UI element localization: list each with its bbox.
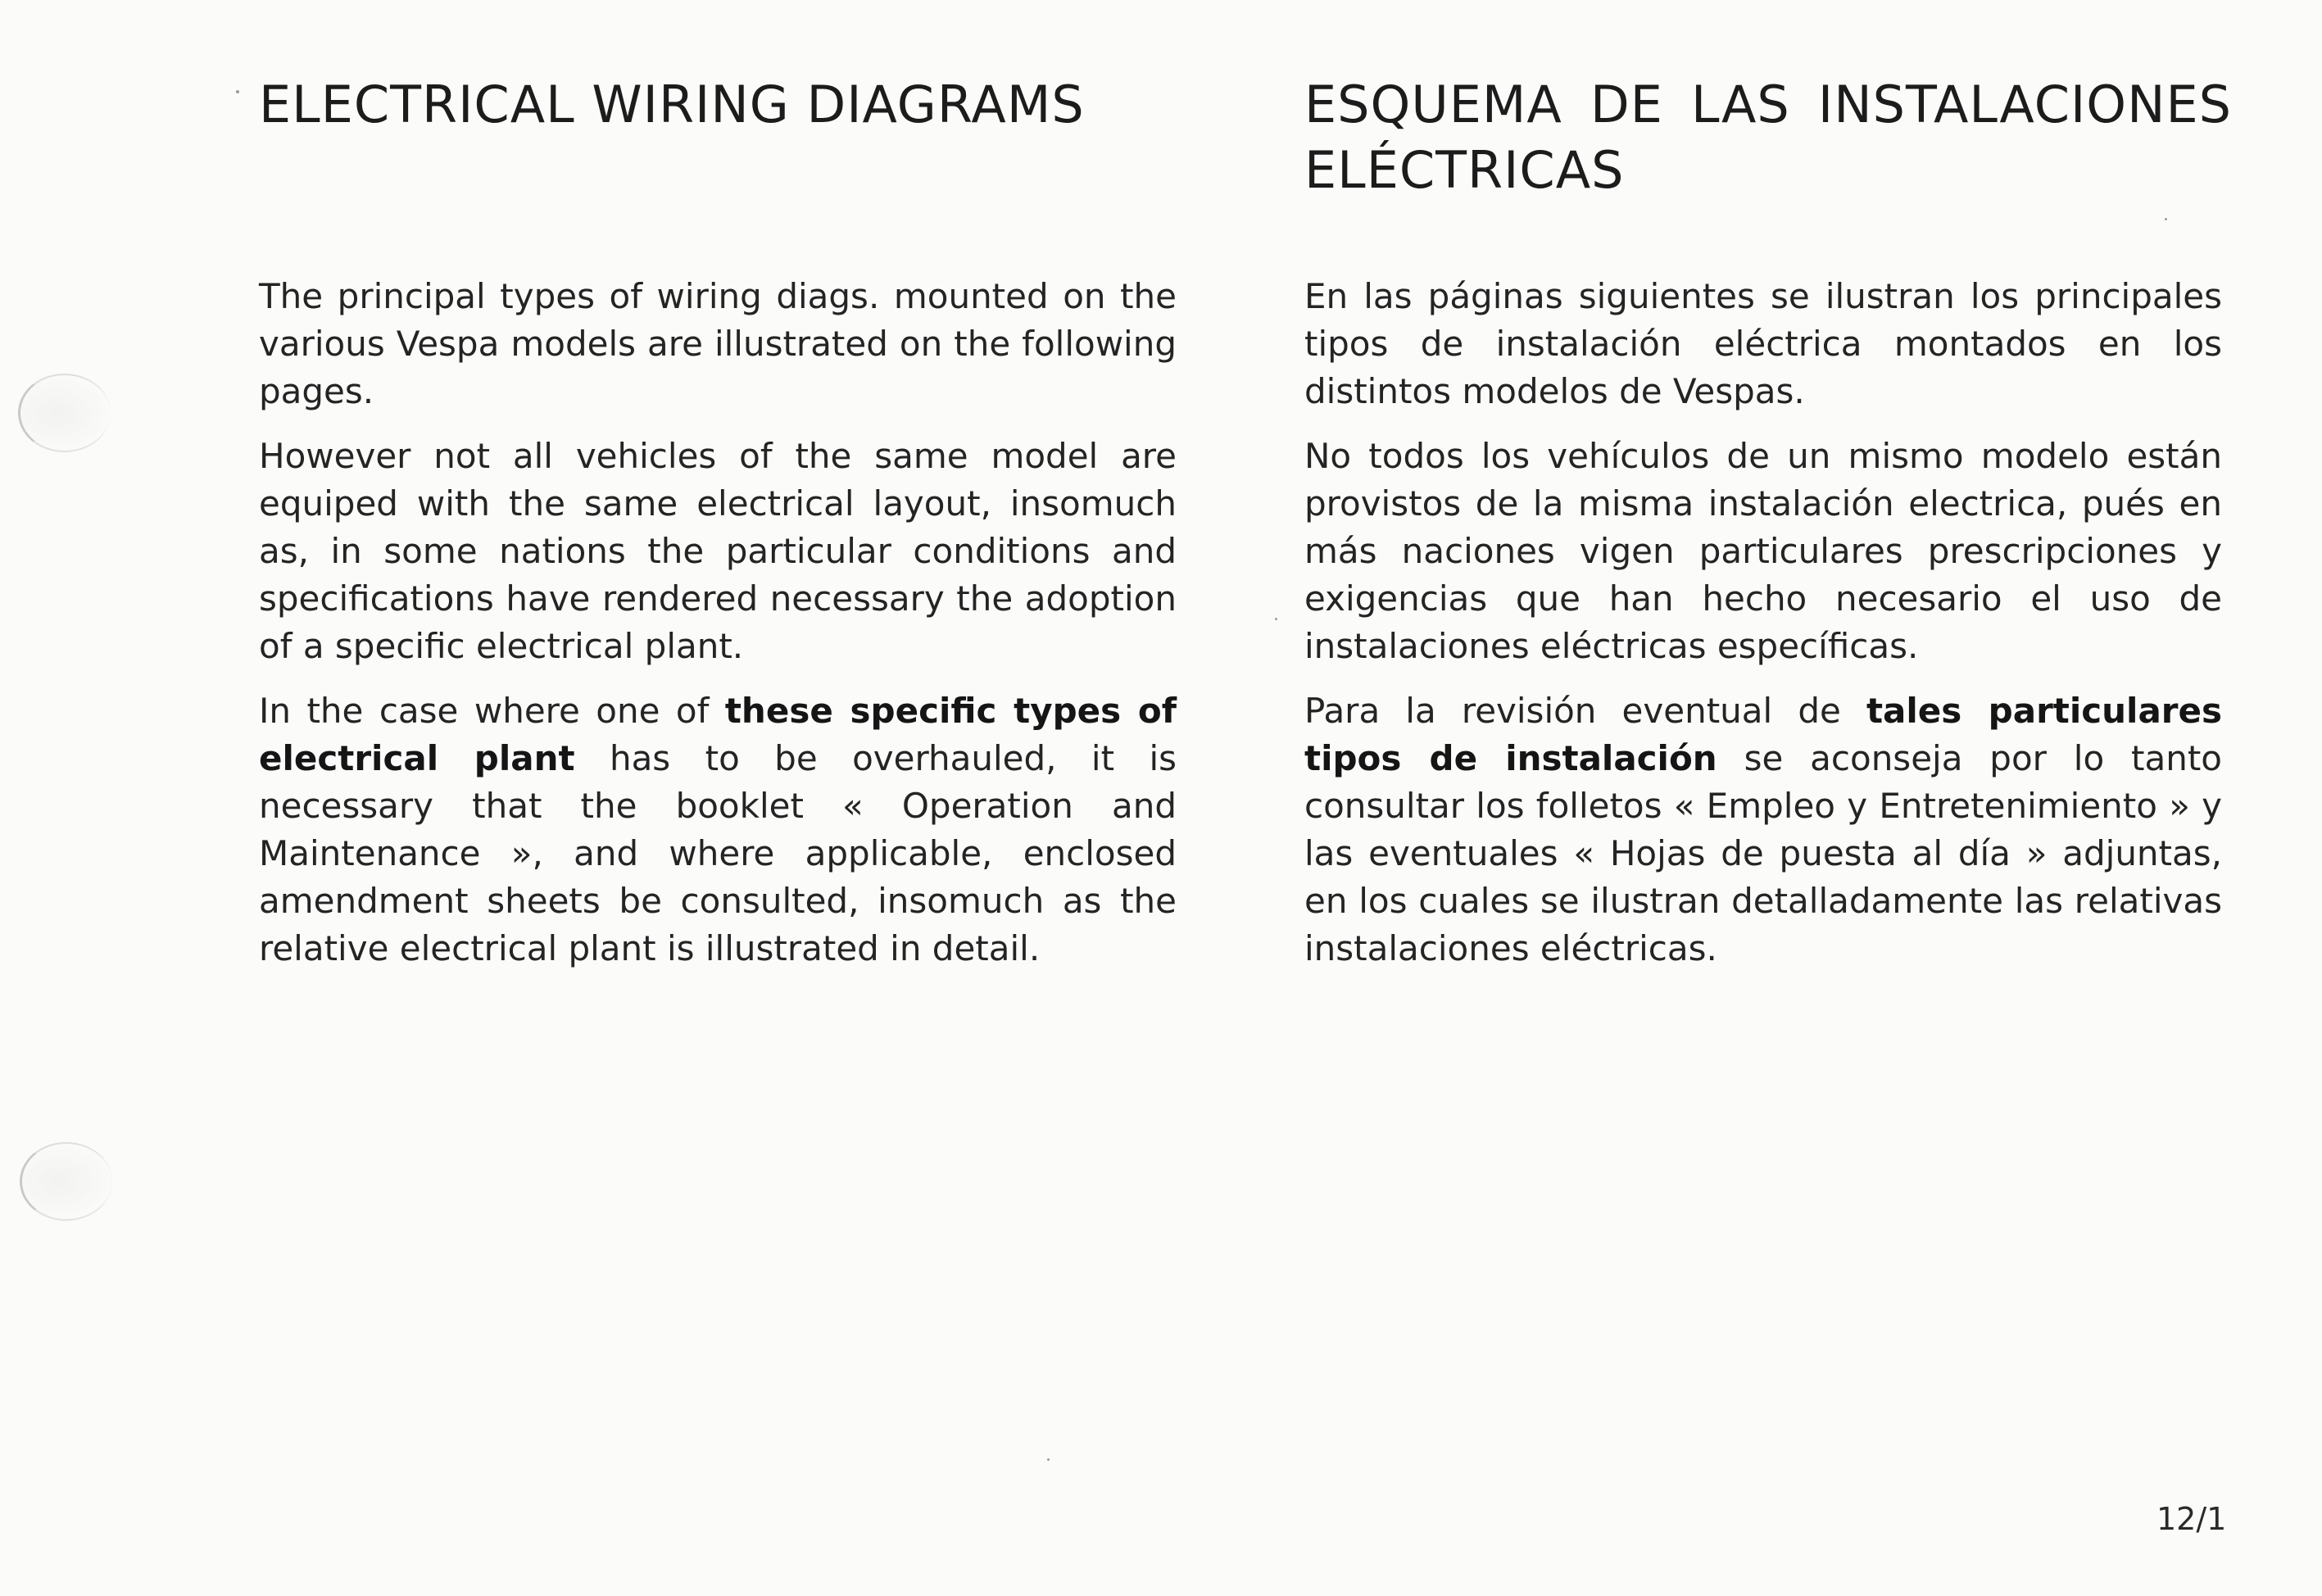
print-speck bbox=[236, 90, 239, 93]
english-paragraph-3-end: has to be overhauled, it is necessary that the booklet « Operation and Maintenance », and where applicable, enclosed amendment sheets be consulted, insomuch as the relative electrical plant is illustrated in detail. bbox=[259, 738, 1177, 968]
english-paragraph-1: The principal types of wiring diags. mounted on the various Vespa models are illustrated on the following pages. bbox=[259, 276, 1177, 411]
english-paragraph-3-start: In the case where one of bbox=[259, 691, 725, 731]
spanish-title-word-2: DE bbox=[1590, 75, 1663, 134]
spanish-paragraph-2: No todos los vehículos de un mismo modelo están provistos de la misma instalación electrica, pués en más naciones vigen particulares prescripciones y exigencias que han hecho necesario el uso de instalaciones eléctricas específicas. bbox=[1304, 436, 2222, 666]
spanish-paragraph-1: En las páginas siguientes se ilustran los principales tipos de instalación eléctrica montados en los distintos modelos de Vespas. bbox=[1304, 276, 2222, 411]
spanish-paragraph-3-emphasis: tales particulares tipos de instalación bbox=[1304, 691, 2222, 778]
print-speck bbox=[1047, 1458, 1050, 1461]
spanish-body bbox=[1304, 273, 2222, 990]
english-title bbox=[259, 72, 1085, 138]
spanish-paragraph-3 bbox=[1304, 687, 2222, 973]
punch-hole-top bbox=[18, 374, 111, 452]
english-title-text: ELECTRICAL WIRING DIAGRAMS bbox=[259, 75, 1085, 134]
spanish-title-word-3: LAS bbox=[1691, 75, 1790, 134]
spanish-title-word-1: ESQUEMA bbox=[1304, 75, 1562, 134]
spanish-title bbox=[1304, 72, 2232, 203]
spanish-title-word-4: INSTALACIONES bbox=[1817, 75, 2232, 134]
spanish-title-line-1 bbox=[1304, 72, 2232, 138]
english-paragraph-2: However not all vehicles of the same model are equiped with the same electrical layout, insomuch as, in some nations the particular conditions and specifications have rendered necessary the adoption of a specific electrical plant. bbox=[259, 436, 1177, 666]
english-paragraph-3 bbox=[259, 687, 1177, 973]
page-number: 12/1 bbox=[2156, 1501, 2227, 1537]
print-speck bbox=[1275, 618, 1277, 620]
spanish-paragraph-3-start: Para la revisión eventual de bbox=[1304, 691, 1866, 731]
spanish-paragraph-3-end: se aconseja por lo tanto consultar los folletos « Empleo y Entretenimiento » y las eventuales « Hojas de puesta al día » adjuntas, en los cuales se ilustran detalladamente las relativas instalaciones eléctricas. bbox=[1304, 738, 2222, 968]
punch-hole-bottom bbox=[20, 1142, 112, 1221]
english-body bbox=[259, 273, 1177, 990]
spanish-title-line-2: ELÉCTRICAS bbox=[1304, 140, 1625, 200]
print-speck bbox=[2165, 218, 2167, 220]
english-paragraph-3-emphasis: these specific types of electrical plant bbox=[259, 691, 1177, 778]
